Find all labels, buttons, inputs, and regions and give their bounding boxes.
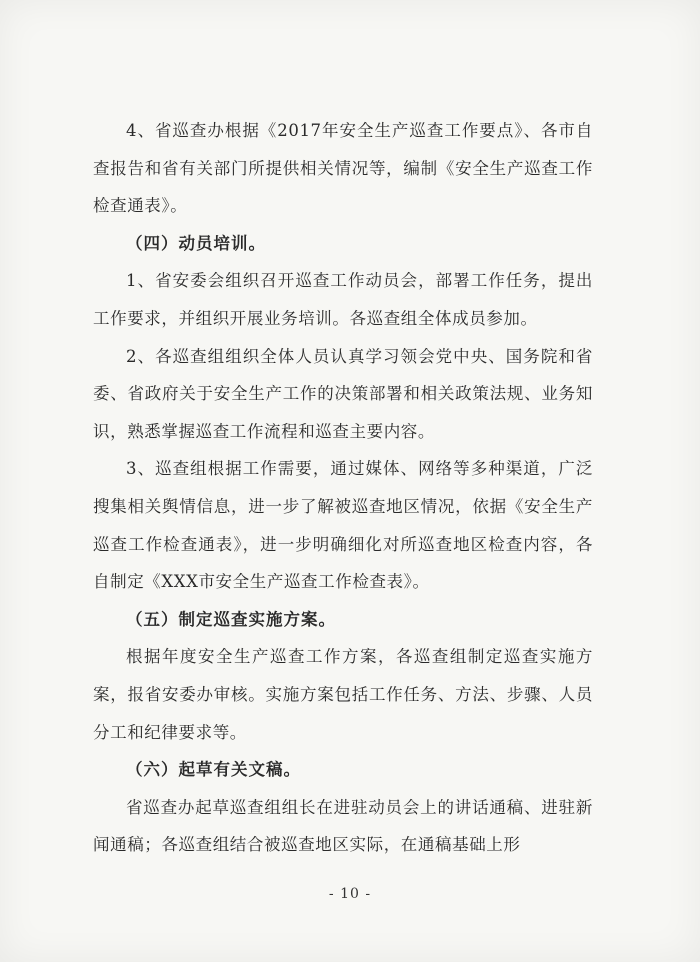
paragraph-5: 根据年度安全生产巡查工作方案，各巡查组制定巡查实施方案，报省安委办审核。实施方案包括工作任务、方法、步骤、人员分工和纪律要求等。	[93, 647, 593, 742]
section-heading-5: （五）制定巡查实施方案。	[126, 609, 336, 629]
paragraph-2: 1、省安委会组织召开巡查工作动员会，部署工作任务，提出工作要求，并组织开展业务培训。各巡查组全体成员参加。	[93, 271, 593, 328]
document-body	[93, 112, 593, 864]
paragraph-6: 省巡查办起草巡查组组长在进驻动员会上的讲话通稿、进驻新闻通稿；各巡查组结合被巡查地区实际，在通稿基础上形	[93, 797, 593, 855]
page-number: - 10 -	[328, 886, 372, 902]
paragraph-3: 2、各巡查组组织全体人员认真学习领会党中央、国务院和省委、省政府关于安全生产工作的决策部署和相关政策法规、业务知识，熟悉掌握巡查工作流程和巡查主要内容。	[93, 346, 593, 441]
section-heading-4: （四）动员培训。	[126, 233, 266, 253]
paragraph-4: 3、巡查组根据工作需要，通过媒体、网络等多种渠道，广泛搜集相关舆情信息，进一步了解被巡查地区情况，依据《安全生产巡查工作检查通表》，进一步明确细化对所巡查地区检查内容，各自制定《XXX市安全生产巡查工作检查表》。	[93, 459, 593, 592]
section-heading-6: （六）起草有关文稿。	[126, 760, 301, 780]
paragraph-1: 4、省巡查办根据《2017年安全生产巡查工作要点》、各市自查报告和省有关部门所提供相关情况等，编制《安全生产巡查工作检查通表》。	[93, 121, 593, 216]
